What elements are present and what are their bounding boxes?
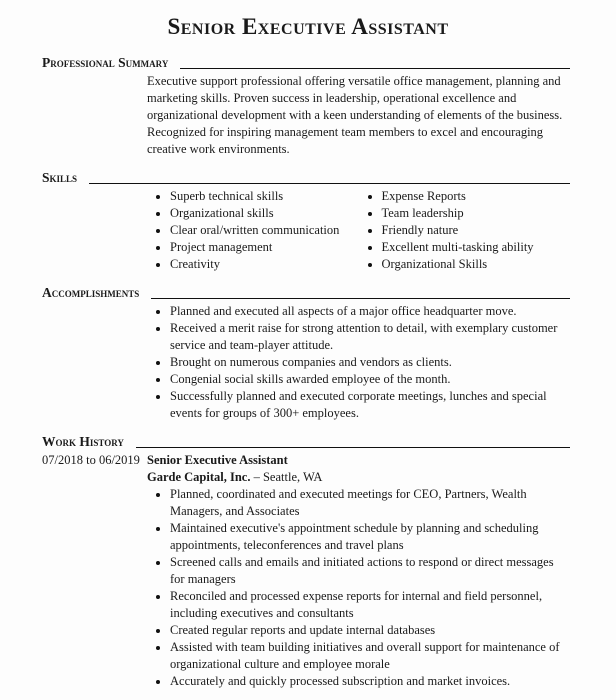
job-entry: [42, 452, 570, 690]
list-item: Clear oral/written communication: [147, 222, 359, 239]
section-heading: Work History: [42, 434, 124, 449]
list-item: Excellent multi-tasking ability: [359, 239, 571, 256]
divider: [151, 298, 570, 299]
list-item: Planned and executed all aspects of a major office headquarter move.: [147, 303, 570, 320]
list-item: Maintained executive's appointment schedule by planning and scheduling appointments, teleconferences and travel plans: [147, 520, 570, 554]
job-dates: 07/2018 to 06/2019: [42, 453, 140, 467]
list-item: Created regular reports and update internal databases: [147, 622, 570, 639]
skills-column-1: [147, 188, 359, 273]
skills-section: [42, 168, 570, 273]
work-history-section: [42, 432, 570, 690]
list-item: Project management: [147, 239, 359, 256]
accomplishments-section: [42, 283, 570, 422]
job-location: – Seattle, WA: [253, 470, 323, 484]
list-item: Creativity: [147, 256, 359, 273]
list-item: Assisted with team building initiatives and overall support for maintenance of organizational culture and employee morale: [147, 639, 570, 673]
divider: [180, 68, 570, 69]
list-item: Friendly nature: [359, 222, 571, 239]
job-title: Senior Executive Assistant: [147, 453, 288, 467]
professional-summary-section: [42, 53, 570, 158]
list-item: Congenial social skills awarded employee of the month.: [147, 371, 570, 388]
list-item: Planned, coordinated and executed meetings for CEO, Partners, Wealth Managers, and Associates: [147, 486, 570, 520]
section-heading: Skills: [42, 170, 78, 185]
company-name: Garde Capital, Inc.: [147, 470, 251, 484]
list-item: Screened calls and emails and initiated actions to respond or direct messages for managers: [147, 554, 570, 588]
list-item: Organizational skills: [147, 205, 359, 222]
list-item: Reconciled and processed expense reports for internal and field personnel, including executives and consultants: [147, 588, 570, 622]
list-item: Brought on numerous companies and vendors as clients.: [147, 354, 570, 371]
list-item: Team leadership: [359, 205, 571, 222]
section-heading: Professional Summary: [42, 55, 169, 70]
skills-column-2: [359, 188, 571, 273]
divider: [89, 183, 570, 184]
list-item: Expense Reports: [359, 188, 571, 205]
list-item: Superb technical skills: [147, 188, 359, 205]
resume-title: Senior Executive Assistant: [167, 14, 449, 39]
section-heading: Accomplishments: [42, 285, 140, 300]
list-item: Received a merit raise for strong attention to detail, with exemplary customer service and team-player attitude.: [147, 320, 570, 354]
list-item: Organizational Skills: [359, 256, 571, 273]
divider: [136, 447, 570, 448]
list-item: Successfully planned and executed corporate meetings, lunches and special events for groups of 300+ employees.: [147, 388, 570, 422]
summary-text: Executive support professional offering versatile office management, planning and marketing skills. Proven success in leadership, operational excellence and organizational development with a keen understanding of elements of the business. Recognized for inspiring management team members to excel and encouraging creative work environments.: [147, 74, 563, 156]
list-item: Accurately and quickly processed subscription and market invoices.: [147, 673, 570, 690]
